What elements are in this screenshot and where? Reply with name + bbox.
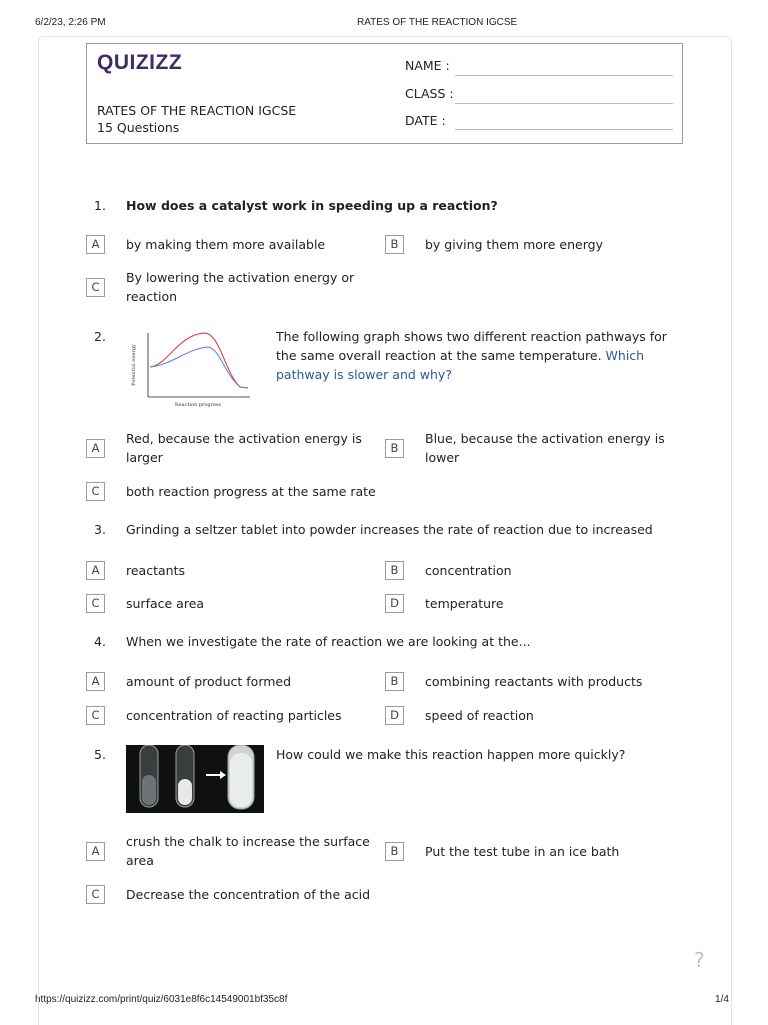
print-page-number: 1/4 — [715, 994, 729, 1005]
question-5-number: 5. — [94, 747, 106, 762]
chalk-reaction-photo — [126, 745, 264, 813]
question-1-text: How does a catalyst work in speeding up a reaction? — [126, 198, 498, 213]
q1-option-c-box[interactable]: C — [86, 278, 105, 297]
q4-option-a-text: amount of product formed — [126, 674, 292, 689]
q4-option-d-box[interactable]: D — [385, 706, 404, 725]
name-field[interactable] — [455, 75, 673, 76]
q5-option-c-box[interactable]: C — [86, 885, 105, 904]
quiz-title: RATES OF THE REACTION IGCSE — [97, 103, 297, 118]
q3-option-c-box[interactable]: C — [86, 594, 105, 613]
print-datetime: 6/2/23, 2:26 PM — [35, 17, 106, 28]
question-4-text: When we investigate the rate of reaction we are looking at the... — [126, 634, 531, 649]
q3-option-b-box[interactable]: B — [385, 561, 404, 580]
graph-y-label: Potential energy — [131, 344, 137, 386]
q5-option-b-text: Put the test tube in an ice bath — [425, 844, 620, 859]
quizizz-logo: QUIZIZZ — [97, 51, 183, 74]
q1-option-c-text: By lowering the activation energy or reaction — [126, 270, 355, 304]
print-title: RATES OF THE REACTION IGCSE — [357, 17, 518, 28]
print-url[interactable]: https://quizizz.com/print/quiz/6031e8f6c14549001bf35c8f — [35, 994, 288, 1005]
q3-option-a-text: reactants — [126, 563, 185, 578]
q1-option-b-text: by giving them more energy — [425, 237, 603, 252]
q5-option-b-box[interactable]: B — [385, 842, 404, 861]
q2-option-b-text: Blue, because the activation energy is lower — [425, 431, 665, 465]
question-2-main-text: The following graph shows two different reaction pathways for the same overall reaction at the same temperature. — [276, 329, 667, 363]
q4-option-a-box[interactable]: A — [86, 672, 105, 691]
q4-option-b-text: combining reactants with products — [425, 674, 643, 689]
question-1-number: 1. — [94, 198, 106, 213]
q2-option-a-box[interactable]: A — [86, 439, 105, 458]
q2-option-c-text: both reaction progress at the same rate — [126, 484, 376, 499]
question-count: 15 Questions — [97, 120, 180, 135]
q2-option-c-box[interactable]: C — [86, 482, 105, 501]
q3-option-d-text: temperature — [425, 596, 504, 611]
question-3-text: Grinding a seltzer tablet into powder increases the rate of reaction due to increased — [126, 522, 653, 537]
q3-option-b-text: concentration — [425, 563, 512, 578]
q1-option-a-text: by making them more available — [126, 237, 326, 252]
question-2-text — [276, 327, 676, 384]
q5-option-a-box[interactable]: A — [86, 842, 105, 861]
question-3-number: 3. — [94, 522, 106, 537]
q3-option-a-box[interactable]: A — [86, 561, 105, 580]
q4-option-c-box[interactable]: C — [86, 706, 105, 725]
name-label: NAME : — [405, 58, 450, 73]
reaction-pathway-graph — [128, 327, 254, 409]
q4-option-c-text: concentration of reacting particles — [126, 708, 342, 723]
q1-option-b-box[interactable]: B — [385, 235, 404, 254]
question-2-highlight-text: Which pathway is slower and why? — [276, 348, 645, 382]
class-label: CLASS : — [405, 86, 454, 101]
question-5-text: How could we make this reaction happen more quickly? — [276, 747, 626, 762]
graph-x-label: Reaction progress — [174, 402, 222, 408]
date-field[interactable] — [455, 129, 673, 130]
q5-option-c-text: Decrease the concentration of the acid — [126, 887, 371, 902]
q5-option-a-text: crush the chalk to increase the surface area — [126, 834, 370, 868]
q4-option-b-box[interactable]: B — [385, 672, 404, 691]
q4-option-d-text: speed of reaction — [425, 708, 534, 723]
question-2-number: 2. — [94, 329, 106, 344]
q3-option-c-text: surface area — [126, 596, 205, 611]
class-field[interactable] — [455, 103, 673, 104]
q2-option-b-box[interactable]: B — [385, 439, 404, 458]
date-label: DATE : — [405, 113, 446, 128]
q3-option-d-box[interactable]: D — [385, 594, 404, 613]
q2-option-a-text: Red, because the activation energy is larger — [126, 431, 362, 465]
help-icon[interactable]: ? — [694, 948, 705, 972]
question-4-number: 4. — [94, 634, 106, 649]
q1-option-a-box[interactable]: A — [86, 235, 105, 254]
